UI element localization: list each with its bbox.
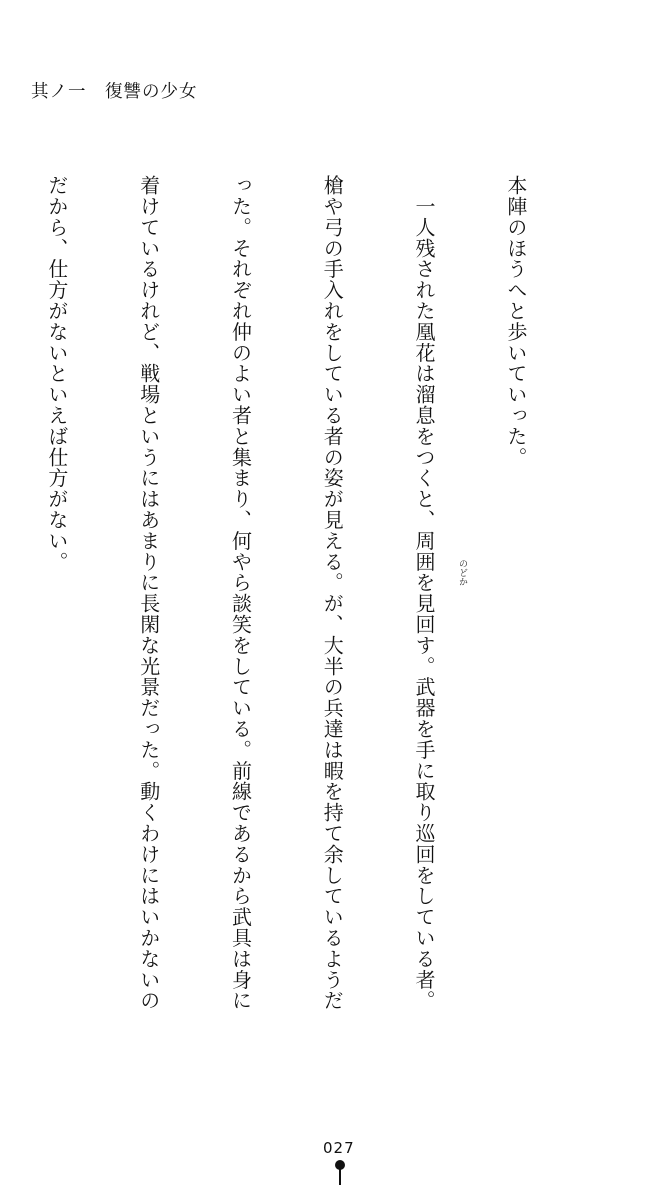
page-marker-icon bbox=[335, 1160, 345, 1185]
text-line: 本陣のほうへと歩いていった。 bbox=[503, 175, 528, 468]
ruby-annotation: のどか bbox=[457, 559, 467, 586]
page-number: 027 bbox=[323, 1139, 355, 1157]
chapter-header: 其ノ一 復讐の少女 bbox=[31, 82, 198, 102]
text-line: 一人残された凰花は溜息をつくと、周囲を見回す。武器を手に取り巡回をしている者。 bbox=[412, 175, 437, 1011]
body-text bbox=[32, 175, 592, 1020]
text-line: 着けているけれど、戦場というにはあまりに長閑な光景だった。動くわけにはいかないの bbox=[136, 175, 161, 1011]
text-line: った。それぞれ仲のよい者と集まり、何やら談笑をしている。前線であるから武具は身に bbox=[228, 175, 253, 1011]
page-marker-line bbox=[339, 1169, 341, 1185]
text-line: だから、仕方がないといえば仕方がない。 bbox=[44, 175, 69, 573]
text-line: 槍や弓の手入れをしている者の姿が見える。が、大半の兵達は暇を持て余しているようだ bbox=[320, 175, 345, 1011]
